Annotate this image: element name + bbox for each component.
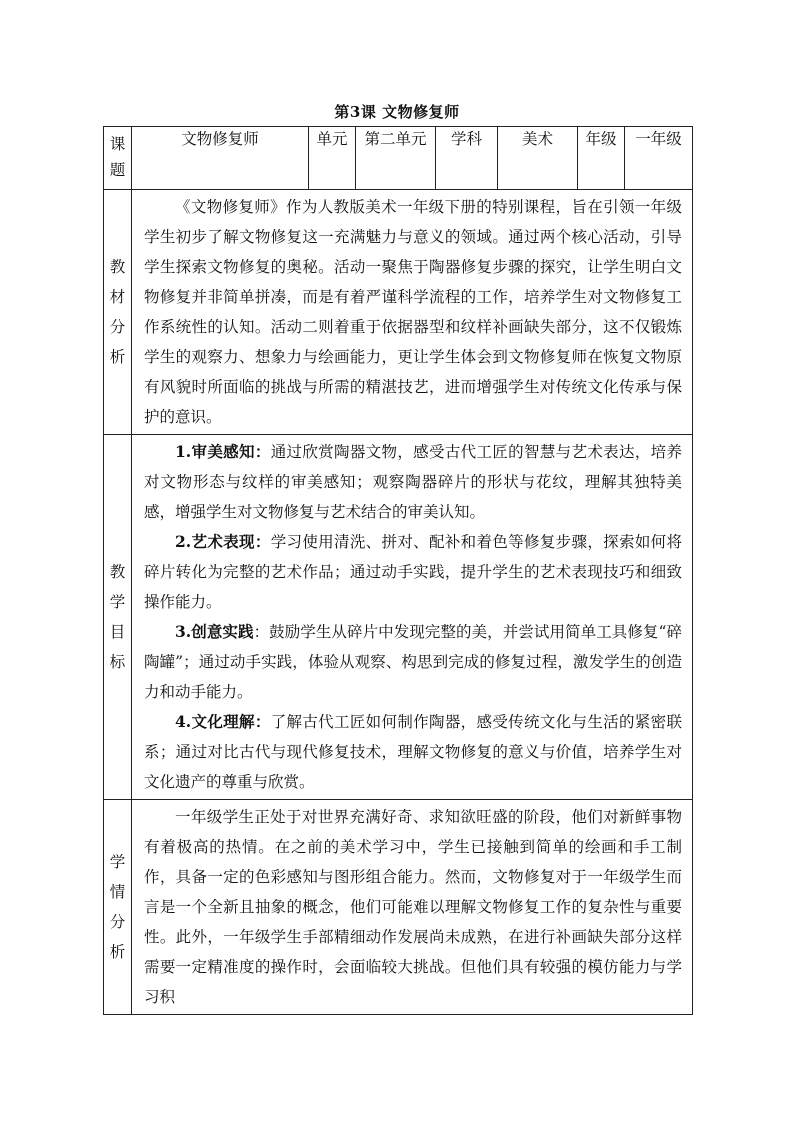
label-char: 分 bbox=[109, 913, 126, 931]
goal-item bbox=[144, 617, 682, 707]
topic-label bbox=[104, 127, 132, 190]
goal-text: ：鼓励学生从碎片中发现完整的美，并尝试用简单工具修复“碎陶罐”；通过动手实践，体验从观察、构思到完成的修复过程，激发学生的创造力和动手能力。 bbox=[144, 623, 682, 701]
label-char: 学 bbox=[109, 593, 126, 611]
topic-label-char: 题 bbox=[109, 161, 126, 179]
label-char: 学 bbox=[109, 853, 126, 871]
unit-label: 单元 bbox=[309, 127, 356, 190]
label-char: 材 bbox=[109, 288, 126, 306]
goal-text: 学习使用清洗、拼对、配补和着色等修复步骤，探索如何将碎片转化为完整的艺术作品；通过动手实践，提升学生的艺术表现技巧和细致操作能力。 bbox=[144, 533, 682, 611]
subject-value: 美术 bbox=[498, 127, 578, 190]
label-char: 析 bbox=[109, 348, 126, 366]
label-char: 分 bbox=[109, 318, 126, 336]
goal-title: 3.创意实践 bbox=[175, 622, 254, 641]
goal-text: 了解古代工匠如何制作陶器，感受传统文化与生活的紧密联系；通过对比古代与现代修复技术，理解文物修复的意义与价值，培养学生对文化遗产的尊重与欣赏。 bbox=[144, 713, 682, 791]
label-char: 教 bbox=[109, 258, 126, 276]
grade-value: 一年级 bbox=[625, 127, 693, 190]
goal-title: 4.文化理解： bbox=[175, 712, 271, 731]
material-analysis-row bbox=[104, 190, 693, 435]
material-analysis-content bbox=[132, 190, 693, 435]
goal-title: 2.艺术表现： bbox=[175, 532, 271, 551]
student-analysis-label bbox=[104, 800, 132, 1015]
label-char: 情 bbox=[109, 883, 126, 901]
label-char: 标 bbox=[109, 653, 126, 671]
unit-value: 第二单元 bbox=[356, 127, 436, 190]
subject-label: 学科 bbox=[436, 127, 498, 190]
material-analysis-text: 《文物修复师》作为人教版美术一年级下册的特别课程，旨在引领一年级学生初步了解文物修复这一充满魅力与意义的领域。通过两个核心活动，引导学生探索文物修复的奥秘。活动一聚焦于陶器修复步骤的探究，让学生明白文物修复并非简单拼凑，而是有着严谨科学流程的工作，培养学生对文物修复工作系统性的认知。活动二则着重于依据器型和纹样补画缺失部分，这不仅锻炼学生的观察力、想象力与绘画能力，更让学生体会到文物修复师在恢复文物原有风貌时所面临的挑战与所需的精湛技艺，进而增强学生对传统文化传承与保护的意识。 bbox=[144, 198, 682, 426]
student-analysis-content bbox=[132, 800, 693, 1015]
lesson-plan-table bbox=[103, 126, 693, 1015]
material-analysis-label bbox=[104, 190, 132, 435]
topic-value: 文物修复师 bbox=[132, 127, 309, 190]
topic-label-char: 课 bbox=[109, 135, 126, 153]
student-analysis-row bbox=[104, 800, 693, 1015]
student-analysis-text: 一年级学生正处于对世界充满好奇、求知欲旺盛的阶段，他们对新鲜事物有着极高的热情。在之前的美术学习中，学生已接触到简单的绘画和手工制作，具备一定的色彩感知与图形组合能力。然而，文物修复对于一年级学生而言是一个全新且抽象的概念，他们可能难以理解文物修复工作的复杂性与重要性。此外，一年级学生手部精细动作发展尚未成熟，在进行补画缺失部分这样需要一定精准度的操作时，会面临较大挑战。但他们具有较强的模仿能力与学习积 bbox=[144, 808, 682, 1006]
label-char: 教 bbox=[109, 563, 126, 581]
goal-text: 通过欣赏陶器文物，感受古代工匠的智慧与艺术表达，培养对文物形态与纹样的审美感知；观察陶器碎片的形状与花纹，理解其独特美感，增强学生对文物修复与艺术结合的审美认知。 bbox=[144, 443, 682, 521]
goal-title: 1.审美感知： bbox=[175, 442, 271, 461]
label-char: 目 bbox=[109, 623, 126, 641]
label-char: 析 bbox=[109, 943, 126, 961]
page-title: 第3课 文物修复师 bbox=[334, 103, 460, 121]
teaching-goals-row bbox=[104, 435, 693, 800]
goal-item bbox=[144, 707, 682, 797]
teaching-goals-content bbox=[132, 435, 693, 800]
goal-item bbox=[144, 527, 682, 617]
goal-item bbox=[144, 437, 682, 527]
header-row bbox=[104, 127, 693, 190]
grade-label: 年级 bbox=[578, 127, 625, 190]
teaching-goals-label bbox=[104, 435, 132, 800]
